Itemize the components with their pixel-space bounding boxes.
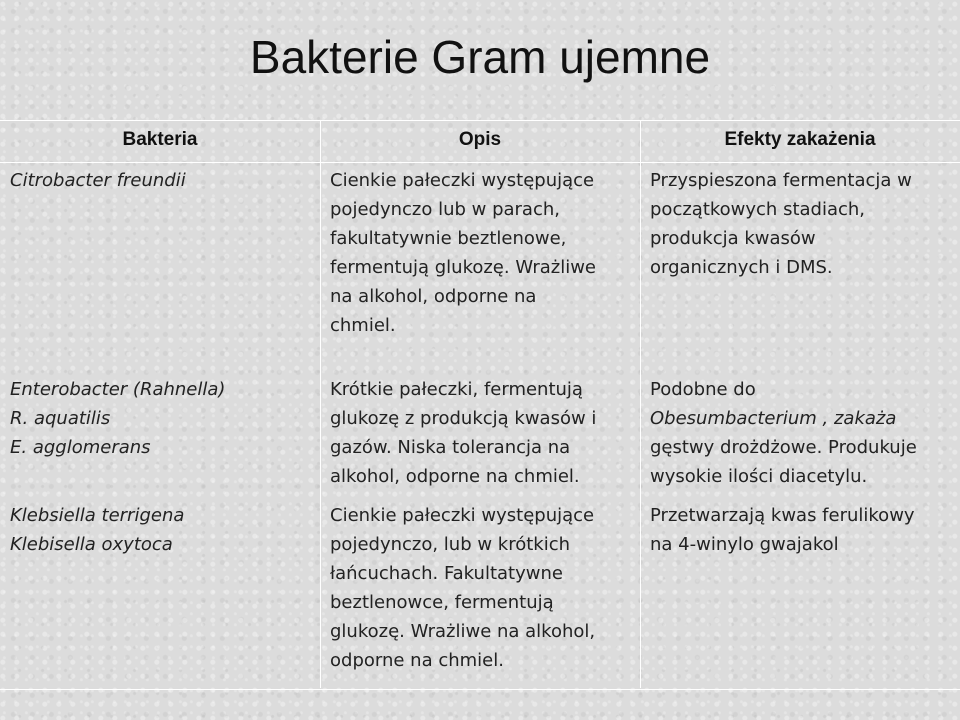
effects-line: Obesumbacterium , zakaża xyxy=(650,408,897,429)
description-line: pojedynczo, lub w krótkich xyxy=(330,534,571,555)
description-line: Cienkie pałeczki występujące xyxy=(330,505,595,526)
table-top-border xyxy=(0,120,960,121)
row3-description xyxy=(330,501,630,675)
description-line: pojedynczo lub w parach, xyxy=(330,199,560,220)
row2-effects xyxy=(650,375,950,491)
header-opis: Opis xyxy=(458,129,502,150)
description-line: chmiel. xyxy=(330,315,396,336)
row2-bacteria xyxy=(10,375,310,462)
description-line: fakultatywnie beztlenowe, xyxy=(330,228,567,249)
effects-line: Przetwarzają kwas ferulikowy xyxy=(650,505,915,526)
bacteria-name: R. aquatilis xyxy=(10,408,111,429)
effects-line: wysokie ilości diacetylu. xyxy=(650,466,868,487)
bacteria-table xyxy=(0,120,960,690)
bacteria-name: E. agglomerans xyxy=(10,437,151,458)
effects-line: na 4-winylo gwajakol xyxy=(650,534,839,555)
description-line: gazów. Niska tolerancja na xyxy=(330,437,571,458)
effects-line: początkowych stadiach, xyxy=(650,199,866,220)
description-line: glukozę. Wrażliwe na alkohol, xyxy=(330,621,596,642)
description-line: glukozę z produkcją kwasów i xyxy=(330,408,597,429)
effects-line: organicznych i DMS. xyxy=(650,257,833,278)
description-line: beztlenowce, fermentują xyxy=(330,592,554,613)
description-line: odporne na chmiel. xyxy=(330,650,504,671)
bacteria-name: Klebsiella terrigena xyxy=(10,505,185,526)
description-line: Cienkie pałeczki występujące xyxy=(330,170,595,191)
header-bakteria: Bakteria xyxy=(122,129,198,150)
description-line: fermentują glukozę. Wrażliwe xyxy=(330,257,596,278)
header-divider xyxy=(0,162,960,163)
row1-bacteria xyxy=(10,166,310,195)
column-divider xyxy=(640,120,641,688)
description-line: alkohol, odporne na chmiel. xyxy=(330,466,580,487)
description-line: Krótkie pałeczki, fermentują xyxy=(330,379,583,400)
bacteria-name: Citrobacter freundii xyxy=(10,170,186,191)
effects-line: Przyspieszona fermentacja w xyxy=(650,170,912,191)
slide-title: Bakterie Gram ujemne xyxy=(249,31,711,83)
description-line: łańcuchach. Fakultatywne xyxy=(330,563,563,584)
bacteria-name: Enterobacter (Rahnella) xyxy=(10,379,226,400)
effects-line: gęstwy drożdżowe. Produkuje xyxy=(650,437,917,458)
effects-line: produkcja kwasów xyxy=(650,228,816,249)
header-efekty: Efekty zakażenia xyxy=(724,129,876,150)
row3-bacteria xyxy=(10,501,310,559)
table-bottom-border xyxy=(0,689,960,690)
column-divider xyxy=(320,120,321,688)
row1-effects xyxy=(650,166,950,282)
bacteria-name: Klebisella oxytoca xyxy=(10,534,173,555)
description-line: na alkohol, odporne na xyxy=(330,286,537,307)
row2-description xyxy=(330,375,630,491)
row3-effects xyxy=(650,501,950,559)
effects-line: Podobne do xyxy=(650,379,756,400)
row1-description xyxy=(330,166,630,340)
